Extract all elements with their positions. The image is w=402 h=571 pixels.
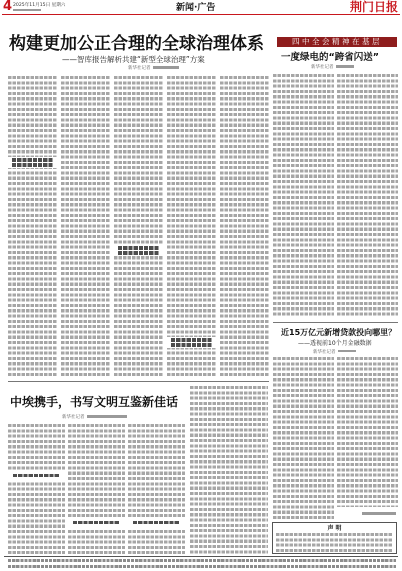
byline-names	[336, 65, 354, 68]
main-subheading	[8, 157, 57, 168]
finance-byline	[313, 350, 356, 355]
editor-line	[13, 9, 41, 11]
bottom-article-column	[68, 424, 125, 554]
bottom-subheading	[68, 517, 125, 528]
bottom-article-column	[8, 424, 65, 554]
bottom-subheading	[8, 470, 65, 481]
bottom-headline: 中埃携手，书写文明互鉴新佳话	[10, 395, 179, 409]
finance-headline: 近15万亿元新增贷款投向哪里？	[281, 328, 397, 337]
bottom-subheading	[128, 517, 185, 528]
footer-info-line	[8, 559, 396, 562]
right-byline	[311, 65, 354, 70]
main-byline	[128, 66, 179, 71]
main-subtitle: ——智库报告解析共建“新型全球治理”方案	[62, 55, 205, 64]
right-article-column	[337, 74, 398, 318]
byline-prefix: 新华社记者	[62, 415, 85, 420]
finance-article-column	[273, 357, 334, 519]
article-end-note	[362, 512, 396, 515]
issue-date: 2025年11月15日 星期六	[13, 2, 66, 8]
byline-names	[87, 415, 127, 418]
section-divider	[273, 322, 398, 323]
right-article-column	[273, 74, 334, 318]
bottom-byline	[62, 415, 127, 420]
finance-article-column	[337, 357, 398, 507]
main-article-column	[8, 76, 57, 378]
byline-prefix: 新华社记者	[128, 66, 151, 71]
byline-names	[338, 350, 356, 353]
bottom-article-column	[190, 386, 268, 554]
main-article-column	[220, 76, 269, 378]
notice-text	[276, 533, 393, 552]
page-number: 4	[3, 0, 13, 14]
notice-title: 声 明	[327, 525, 342, 532]
footer-rule	[4, 556, 398, 557]
byline-prefix: 新华社记者	[311, 65, 334, 70]
main-article-column	[114, 76, 163, 378]
right-headline: 一度绿电的“跨省闪送”	[281, 52, 379, 63]
main-article-column	[167, 76, 216, 378]
bottom-article-column	[128, 424, 185, 554]
main-article-column	[61, 76, 110, 378]
section-divider	[8, 381, 269, 382]
byline-names	[153, 66, 179, 69]
main-subheading	[167, 337, 216, 348]
section-title: 新闻·广告	[176, 3, 216, 13]
main-subheading	[114, 245, 163, 256]
column-banner: 四中全会精神在基层	[277, 37, 397, 47]
main-headline: 构建更加公正合理的全球治理体系	[9, 34, 264, 54]
masthead-logo: 荆门日报	[350, 0, 399, 14]
footer-info-line	[8, 565, 396, 568]
byline-prefix: 新华社记者	[313, 349, 336, 355]
finance-subtitle: ——透视前10个月金融数据	[298, 340, 372, 347]
header-rule	[2, 14, 400, 15]
